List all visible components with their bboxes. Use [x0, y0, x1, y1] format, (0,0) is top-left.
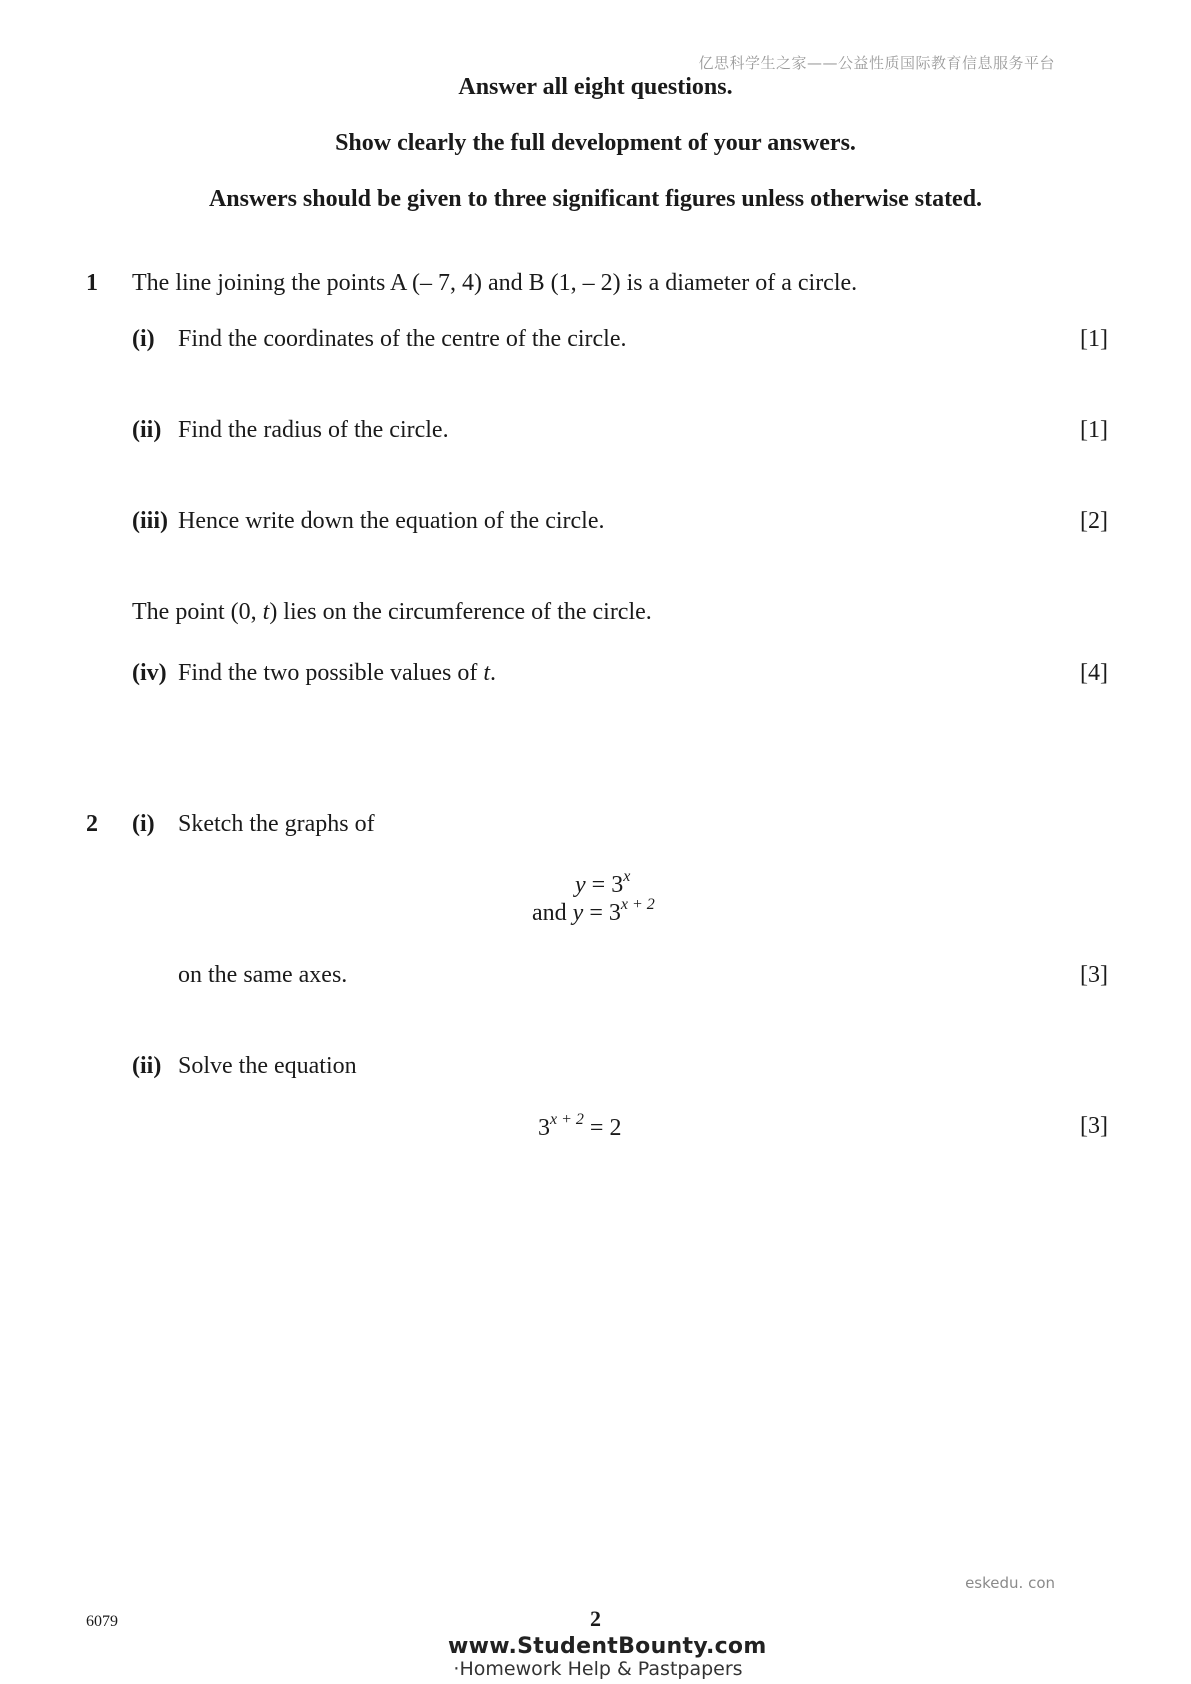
equation-1 — [575, 870, 630, 899]
instruction-1: Answer all eight questions. — [458, 74, 733, 100]
question-1-number: 1 — [86, 270, 98, 296]
q1-part-ii-marks: [1] — [1080, 417, 1108, 443]
q1-part-iv-text — [178, 660, 496, 687]
footer-watermark: eskedu. con — [965, 1574, 1055, 1592]
q2-part-i — [132, 811, 155, 838]
q2-part-i-marks: [3] — [1080, 962, 1108, 988]
instruction-2: Show clearly the full development of your answers. — [335, 130, 856, 156]
q2-part-ii — [132, 1053, 161, 1080]
eq1-mid: = 3 — [585, 872, 624, 898]
eq3-base: 3 — [538, 1115, 550, 1141]
part-label: (i) — [132, 811, 155, 837]
eq2-and: and — [532, 900, 573, 926]
eq2-exponent: x + 2 — [620, 896, 655, 913]
q2-part-ii-text: Solve the equation — [178, 1053, 357, 1079]
studentbounty-logo — [448, 1634, 767, 1680]
eq2-mid: = 3 — [583, 900, 621, 926]
part-label: (ii) — [132, 417, 162, 443]
logo-line-1: www.StudentBounty.com — [448, 1634, 767, 1659]
part-label: (ii) — [132, 1053, 162, 1079]
question-2-number: 2 — [86, 811, 98, 837]
q1-part-iii-marks: [2] — [1080, 508, 1108, 534]
q1-part-ii — [132, 417, 161, 444]
q1-part-i-text: Find the coordinates of the centre of the circle. — [178, 326, 627, 352]
variable-t: t — [483, 660, 490, 686]
q1-part-iv — [132, 660, 167, 687]
q2-part-ii-marks: [3] — [1080, 1113, 1108, 1139]
q1-part-ii-text: Find the radius of the circle. — [178, 417, 449, 443]
part-label: (iii) — [132, 508, 168, 534]
q2-part-i-text: Sketch the graphs of — [178, 811, 375, 837]
part-label: (iv) — [132, 660, 167, 686]
eq1-exponent: x — [623, 868, 631, 885]
equation-2 — [532, 898, 655, 927]
instruction-3: Answers should be given to three significant figures unless otherwise stated. — [208, 186, 983, 212]
q1-part-iv-marks: [4] — [1080, 660, 1108, 686]
equation-3 — [538, 1113, 621, 1142]
paper-code: 6079 — [86, 1613, 118, 1630]
question-1-stem: The line joining the points A (– 7, 4) and B (1, – 2) is a diameter of a circle. — [132, 270, 858, 296]
part-iv-end: . — [489, 660, 496, 686]
mid-stem-a: The point (0, — [132, 599, 263, 625]
header-watermark: 亿思科学生之家——公益性质国际教育信息服务平台 — [698, 54, 1055, 72]
q1-part-iii — [132, 508, 168, 535]
variable-y: y — [572, 900, 584, 926]
part-label: (i) — [132, 326, 155, 352]
q2-part-i-after: on the same axes. — [178, 962, 348, 988]
question-1-mid-stem — [132, 599, 652, 626]
variable-t: t — [262, 599, 270, 625]
part-iv-text: Find the two possible values of — [178, 660, 484, 686]
logo-line-2: ·Homework Help & Pastpapers — [453, 1658, 743, 1680]
q1-part-i — [132, 326, 155, 353]
eq3-exponent: x + 2 — [550, 1111, 584, 1128]
q1-part-iii-text: Hence write down the equation of the circle. — [178, 508, 605, 534]
eq3-rhs: = 2 — [583, 1115, 622, 1141]
page-number: 2 — [590, 1606, 601, 1631]
variable-y: y — [575, 872, 586, 898]
q1-part-i-marks: [1] — [1080, 326, 1108, 352]
mid-stem-b: ) lies on the circumference of the circle. — [269, 599, 652, 625]
